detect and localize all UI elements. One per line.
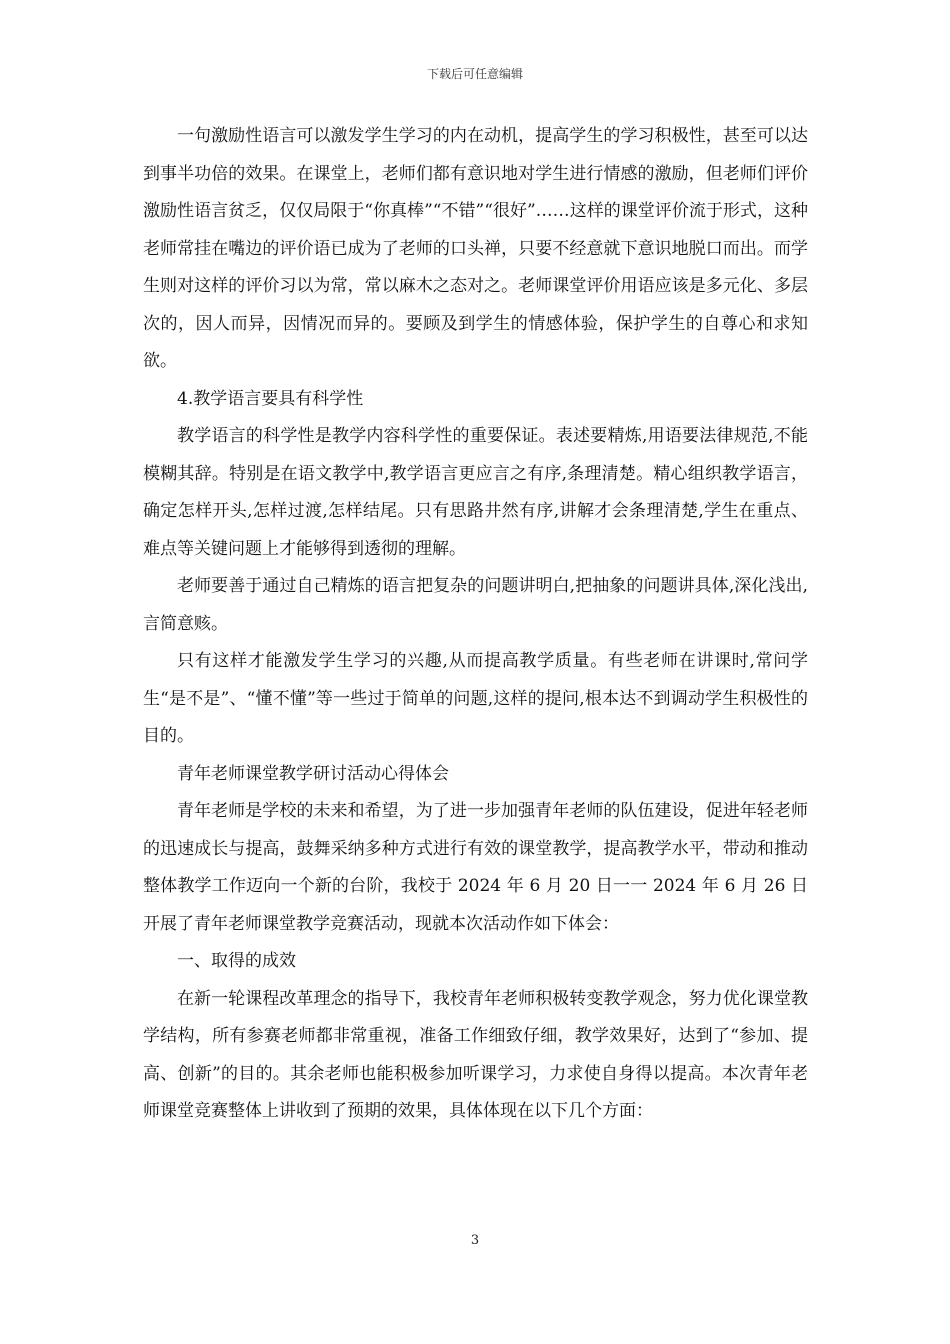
section-heading-scientific-language: 4.教学语言要具有科学性: [177, 388, 364, 409]
paragraph-achievements: 在新一轮课程改革理念的指导下，我校青年老师积极转变教学观念，努力优化课堂教学结构，所有参赛老师都非常重视，准备工作细致仔细，教学效果好，达到了“参加、提高、创新”的目的。其余老师也能积极参加听课学习，力求使自身得以提高。本次青年老师课堂竞赛整体上讲收到了预期的效果，具体体现在以下几个方面：: [143, 988, 808, 1121]
paragraph-teaching-quality: 只有这样才能激发学生学习的兴趣,从而提高教学质量。有些老师在讲课时,常问学生“是不是”、“懂不懂”等一些过于简单的问题,这样的提问,根本达不到调动学生积极性的目的。: [143, 651, 808, 746]
paragraph-encouraging-language: 一句激励性语言可以激发学生学习的内在动机，提高学生的学习积极性，甚至可以达到事半功倍的效果。在课堂上，老师们都有意识地对学生进行情感的激励，但老师们评价激励性语言贫乏，仅仅局限于“你真棒”“不错”“很好”……这样的课堂评价流于形式，这种老师常挂在嘴边的评价语已成为了老师的口头禅，只要不经意就下意识地脱口而出。而学生则对这样的评价习以为常，常以麻木之态对之。老师课堂评价用语应该是多元化、多层次的，因人而异，因情况而异的。要顾及到学生的情感体验，保护学生的自尊心和求知欲。: [143, 126, 808, 371]
paragraph-concise-language: 老师要善于通过自己精炼的语言把复杂的问题讲明白,把抽象的问题讲具体,深化浅出,言简意赅。: [143, 576, 808, 634]
page-header: 下载后可任意编辑: [426, 67, 523, 81]
paragraph-young-teachers-intro: 青年老师是学校的未来和希望，为了进一步加强青年老师的队伍建设，促进年轻老师的迅速成长与提高，鼓舞采纳多种方式进行有效的课堂教学，提高教学水平，带动和推动整体教学工作迈向一个新的台阶，我校于 2024 年 6 月 20 日一一 2024 年 6 月 26 日开展了青年老师课堂教学竞赛活动，现就本次活动作如下体会：: [143, 801, 808, 934]
paragraph-scientific-language: 教学语言的科学性是教学内容科学性的重要保证。表述要精炼,用语要法律规范,不能模糊其辞。特别是在语文教学中,教学语言更应言之有序,条理清楚。精心组织教学语言，确定怎样开头,怎样过渡,怎样结尾。只有思路井然有序,讲解才会条理清楚,学生在重点、难点等关键问题上才能够得到透彻的理解。: [143, 426, 808, 559]
section-heading-achievements: 一、取得的成效: [177, 951, 296, 971]
document-title-young-teachers: 青年老师课堂教学研讨活动心得体会: [177, 763, 449, 784]
page-number: 3: [470, 1233, 480, 1248]
document-body: [143, 118, 808, 1131]
